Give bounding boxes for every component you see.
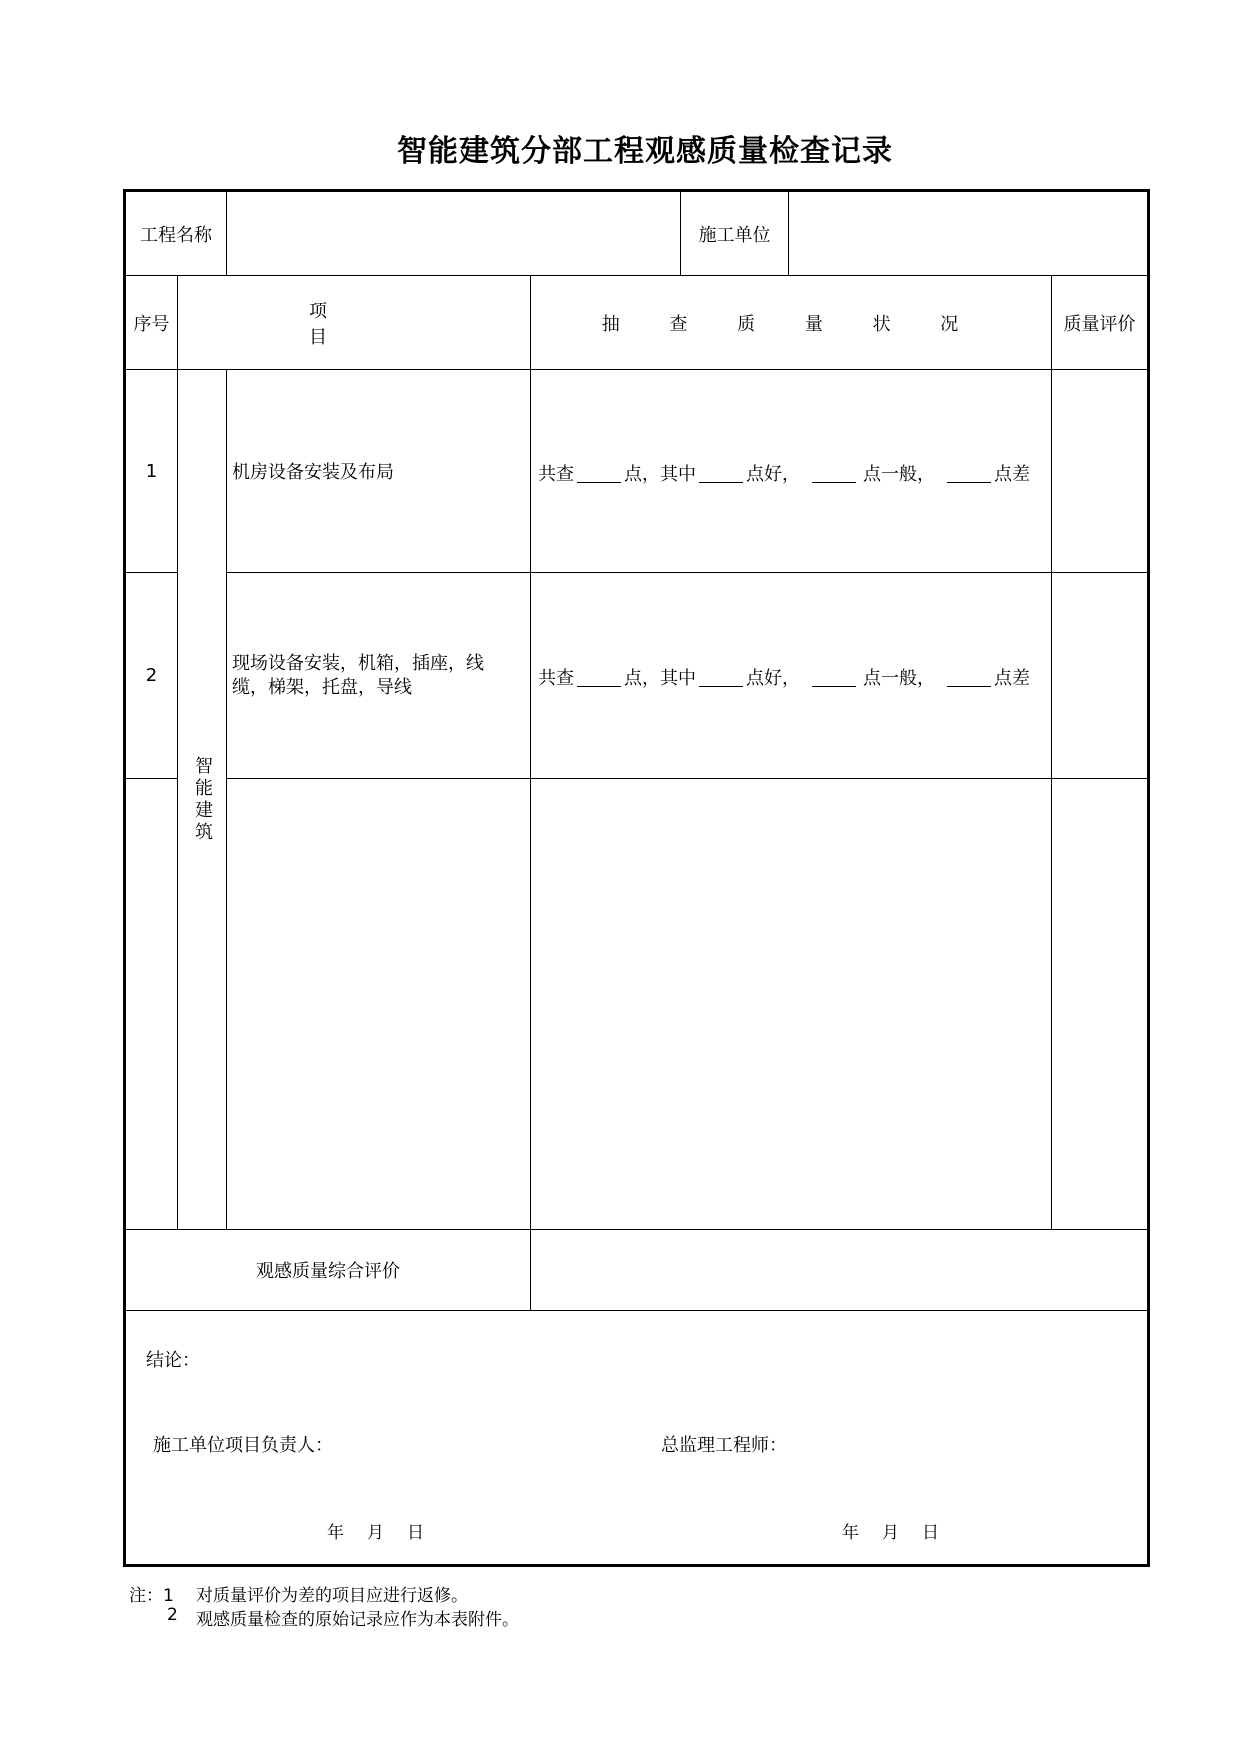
rule-overall-bottom bbox=[123, 1310, 1150, 1311]
row2-total-blank[interactable] bbox=[577, 668, 621, 687]
overall-label: 观感质量综合评价 bbox=[256, 1261, 400, 1282]
contractor-date-year: 年 bbox=[327, 1523, 344, 1543]
group-label: 智能建筑 bbox=[192, 755, 213, 844]
note-2-number: 2 bbox=[167, 1605, 178, 1625]
row2-item: 现场设备安装，机箱，插座，线缆，梯架，托盘，导线 bbox=[232, 652, 484, 698]
group-label-cell bbox=[178, 370, 226, 1229]
col-header-item bbox=[178, 276, 579, 369]
row1-eval-cell[interactable] bbox=[1052, 370, 1147, 572]
contractor-field[interactable] bbox=[790, 192, 1147, 275]
overall-field[interactable] bbox=[531, 1230, 1147, 1310]
contractor-date-month: 月 bbox=[367, 1523, 384, 1543]
row2-check-poor-label: 点差 bbox=[994, 668, 1030, 689]
row1-poor-blank[interactable] bbox=[947, 464, 991, 483]
page-title: 智能建筑分部工程观感质量检查记录 bbox=[397, 134, 893, 169]
project-name-field[interactable] bbox=[228, 192, 678, 275]
row1-good-blank[interactable] bbox=[699, 464, 743, 483]
supervisor-date-month: 月 bbox=[882, 1523, 899, 1543]
supervisor-date-year: 年 bbox=[842, 1523, 859, 1543]
row2-check bbox=[538, 666, 1030, 688]
row1-fair-blank[interactable] bbox=[812, 464, 856, 483]
row2-check-good-label: 点好， bbox=[746, 668, 800, 689]
conclusion-label: 结论： bbox=[146, 1350, 200, 1371]
col-header-eval: 质量评价 bbox=[1063, 313, 1136, 335]
note-2: 观感质量检查的原始记录应作为本表附件。 bbox=[196, 1610, 519, 1630]
empty-check-area[interactable] bbox=[531, 779, 1051, 1229]
contractor-label: 施工单位 bbox=[698, 224, 771, 246]
rule-row2-bottom-seq bbox=[123, 778, 177, 779]
row1-check bbox=[538, 462, 1030, 484]
row1-check-total-label: 共查 bbox=[538, 464, 574, 485]
row2-good-blank[interactable] bbox=[699, 668, 743, 687]
row2-eval-cell[interactable] bbox=[1052, 573, 1147, 778]
rule-header-v1 bbox=[226, 189, 227, 275]
rule-header-v3 bbox=[788, 189, 789, 275]
row1-check-of-label: 点，其中 bbox=[624, 464, 696, 485]
supervisor-sign-label: 总监理工程师： bbox=[661, 1435, 787, 1456]
col-header-seq: 序号 bbox=[133, 313, 170, 335]
row2-check-of-label: 点，其中 bbox=[624, 668, 696, 689]
project-name-label: 工程名称 bbox=[140, 224, 212, 246]
row2-check-fair-label: 点一般， bbox=[863, 668, 935, 689]
contractor-sign-label: 施工单位项目负责人： bbox=[153, 1435, 333, 1456]
row1-check-fair-label: 点一般， bbox=[863, 464, 935, 485]
col-header-check-text: 抽 查 质 量 状 况 bbox=[601, 313, 981, 335]
row2-seq: 2 bbox=[145, 665, 158, 686]
row1-check-poor-label: 点差 bbox=[994, 464, 1030, 485]
note-prefix: 注：1 bbox=[129, 1586, 174, 1606]
row1-total-blank[interactable] bbox=[577, 464, 621, 483]
row1-seq: 1 bbox=[145, 460, 158, 482]
col-header-check bbox=[531, 276, 1051, 369]
row1-item: 机房设备安装及布局 bbox=[232, 462, 394, 483]
col-header-item-text: 项 目 bbox=[309, 300, 579, 348]
note-1: 对质量评价为差的项目应进行返修。 bbox=[196, 1586, 468, 1606]
row2-poor-blank[interactable] bbox=[947, 668, 991, 687]
row2-fair-blank[interactable] bbox=[812, 668, 856, 687]
empty-item-area[interactable] bbox=[227, 779, 530, 1229]
row2-check-total-label: 共查 bbox=[538, 668, 574, 689]
supervisor-date-day: 日 bbox=[922, 1523, 939, 1543]
row1-check-good-label: 点好， bbox=[746, 464, 800, 485]
contractor-date-day: 日 bbox=[407, 1523, 424, 1543]
